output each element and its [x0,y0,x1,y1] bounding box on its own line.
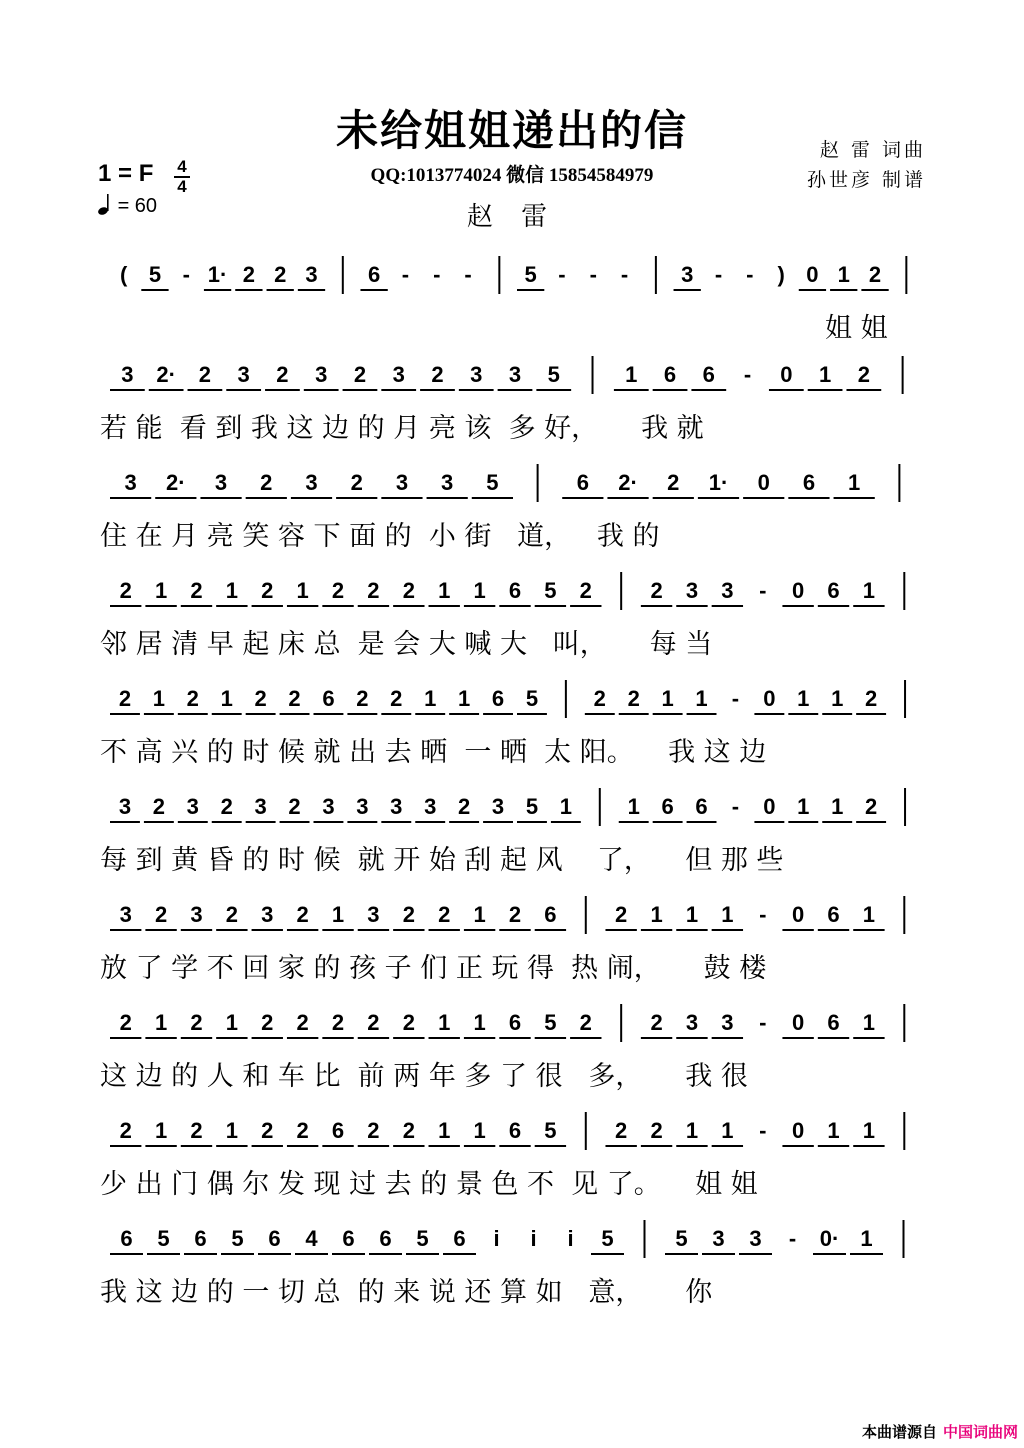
note: 2 [402,902,415,927]
score-line [100,1214,930,1324]
note: 2 [331,578,345,603]
note: 1 [831,686,844,711]
note: 2 [353,362,367,387]
note: 1 [331,902,345,927]
score-line [100,350,930,460]
note: 2 [190,578,203,603]
note: 1 [559,794,572,819]
score-line [100,1106,930,1216]
note: 5 [416,1226,429,1251]
note: 6 [695,794,708,819]
lyrics-line: 若 能 看 到 我 这 边 的 月 亮 该 多 好， 我 就 [100,413,704,444]
note: 2 [367,1010,380,1035]
note: 2 [402,1010,415,1035]
note: 2 [857,362,870,387]
note: 5 [544,1010,557,1035]
note: 2 [350,470,363,495]
note: 6 [453,1226,466,1251]
note: 1 [154,1118,168,1143]
note: 6 [120,1226,133,1251]
note: 5 [524,262,537,287]
note: 3 [392,362,405,387]
note: 0 [792,578,805,603]
footer [862,1421,1018,1442]
note: 6 [827,578,840,603]
note: - [558,262,566,287]
note: 2 [119,578,132,603]
notation-staff [100,998,930,1058]
note: 3 [721,1010,734,1035]
note: 5 [231,1226,244,1251]
note: 2 [458,794,471,819]
note: 3 [121,362,134,387]
note: 3 [119,902,132,927]
note: 1 [154,578,168,603]
note: 1 [695,686,708,711]
lyrics-line: 不 高 兴 的 时 候 就 出 去 晒 一 晒 太 阳。 我 这 边 [100,737,767,768]
note: 2 [402,578,415,603]
note: 2· [156,362,176,387]
note: 3 [186,794,199,819]
note: 3 [685,1010,699,1035]
note: - [759,578,767,603]
notation-staff [100,566,930,626]
note: 2 [579,1010,592,1035]
note: 1 [424,686,437,711]
note: 3 [470,362,483,387]
note: 3 [124,470,137,495]
note: 6 [508,1118,522,1143]
note: 1 [473,1118,486,1143]
note: 1· [207,262,228,287]
note: 1 [797,686,810,711]
note: 2 [260,470,273,495]
note: 0 [792,1118,805,1143]
note: 2 [296,1118,309,1143]
lyrics-line: 放 了 学 不 回 家 的 孩 子 们 正 玩 得 热 闹， 鼓 楼 [100,953,767,984]
score-line [100,998,930,1108]
score-line [100,250,930,360]
note: 1 [862,1010,876,1035]
score-line [100,782,930,892]
note: 1 [438,578,451,603]
note: 2 [331,1010,345,1035]
note: 0 [757,470,770,495]
note: 2 [254,686,267,711]
time-signature-bottom: 4 [177,177,187,196]
note: - [731,686,740,711]
note: 1 [797,794,810,819]
note: - [620,262,629,287]
note: 1 [152,686,165,711]
note: 1· [708,470,729,495]
note: 5 [525,686,539,711]
notation-staff [100,250,930,310]
note: 4 [305,1226,318,1251]
note: 2 [667,470,680,495]
note: 2· [166,470,186,495]
note: 2 [274,262,287,287]
notation-staff [100,1106,930,1166]
note: 2 [367,578,380,603]
composer-credit: 赵 雷 词曲 [819,139,926,161]
note: 2 [296,1010,309,1035]
lyrics-line: 住 在 月 亮 笑 容 下 面 的 小 街 道， 我 的 [100,521,660,552]
note: 0 [792,1010,805,1035]
note: 6 [661,794,674,819]
time-signature-top: 4 [177,157,187,176]
note: - [746,262,754,287]
note: 2 [152,794,165,819]
note: 1 [862,902,876,927]
note: 3 [305,262,318,287]
note: 2 [242,262,256,287]
note: 1 [473,1010,486,1035]
note: 1 [818,362,832,387]
note: 1 [225,578,238,603]
note: 2 [119,1118,132,1143]
note: 2· [618,470,638,495]
note: 6 [331,1118,345,1143]
note: 3 [508,362,522,387]
note: 1 [827,1118,840,1143]
note: 1 [438,1118,451,1143]
note: - [731,794,740,819]
note: 2 [296,902,309,927]
tempo-marking [98,193,157,218]
note: 5 [601,1226,614,1251]
lyrics-line: 我 这 边 的 一 切 总 的 来 说 还 算 如 意， 你 [100,1277,713,1308]
note: 6 [827,902,840,927]
notation-staff [100,1214,930,1274]
note: 1 [296,578,309,603]
notation-staff [100,890,930,950]
score-line [100,890,930,1000]
quarter-note-icon [98,193,112,215]
note: 2 [865,794,878,819]
note: 3 [681,262,694,287]
note: 6 [802,470,816,495]
note: 1 [661,686,674,711]
note: 0 [780,362,793,387]
note: 3 [395,470,409,495]
singer-name: 赵 雷 [466,202,558,232]
score-line [100,458,930,568]
note: - [759,902,767,927]
note: 0 [792,902,805,927]
note: 6 [663,362,677,387]
note: 2 [508,902,522,927]
note: 3 [749,1226,762,1251]
note: 5 [544,1118,557,1143]
note: 2 [261,578,274,603]
note: 3 [424,794,437,819]
note: - [464,262,472,287]
note: 2 [154,902,168,927]
note: 2 [190,1010,203,1035]
note: 5 [544,578,557,603]
note: 3 [190,902,203,927]
note: 2 [186,686,199,711]
lyrics-line: 姐 姐 [825,313,888,344]
lyrics-line: 少 出 门 偶 尔 发 现 过 去 的 景 色 不 见 了。 姐 姐 [100,1169,758,1200]
note: 1 [721,1118,734,1143]
note: 3 [685,578,699,603]
note: 2 [367,1118,380,1143]
note: 2 [276,362,289,387]
note: 2 [438,902,451,927]
note: 3 [261,902,274,927]
note: 3 [356,794,369,819]
note: 2 [118,686,132,711]
notation-staff [100,782,930,842]
note: 3 [254,794,267,819]
note: 6 [491,686,505,711]
note: 6 [367,262,381,287]
note: i [493,1226,500,1251]
note: 2 [431,362,444,387]
note: 3 [237,362,250,387]
note: 3 [118,794,132,819]
note: 2 [650,578,663,603]
contact-info: QQ:1013774024 微信 15854584979 [370,165,654,186]
note: 3 [491,794,505,819]
note: 1 [473,578,486,603]
notation-staff [100,350,930,410]
note: - [759,1010,767,1035]
note: 2 [868,262,882,287]
note: 2 [261,1118,274,1143]
note: 1 [627,794,640,819]
note: 5 [547,362,560,387]
note: 3 [367,902,380,927]
note: 2 [198,362,212,387]
note: 0 [763,686,776,711]
note: 2 [615,902,628,927]
note: 2 [225,902,238,927]
note: ( [119,262,128,287]
note: 3 [322,794,335,819]
note: 1 [625,362,638,387]
note: 1 [848,470,861,495]
note: 2 [650,1118,663,1143]
note: 1 [438,1010,451,1035]
note: 5 [675,1226,688,1251]
note: i [567,1226,574,1251]
note: 1 [225,1118,238,1143]
note: 6 [379,1226,392,1251]
note: 2 [402,1118,415,1143]
note: 1 [831,794,844,819]
note: 5 [148,262,162,287]
note: - [743,362,752,387]
tempo-value: = 60 [117,195,158,217]
note: - [714,262,723,287]
note: 6 [544,902,557,927]
note: 1 [220,686,233,711]
note: - [401,262,410,287]
note: 0· [819,1226,840,1251]
note: 1 [721,902,734,927]
note: 5 [157,1226,170,1251]
note: 2 [579,578,592,603]
note: 6 [508,1010,522,1035]
song-title: 未给姐姐递出的信 [335,106,688,155]
lyrics-line: 每 到 黄 昏 的 时 候 就 开 始 刮 起 风 了， 但 那 些 [100,845,784,876]
score-line [100,674,930,784]
footer-source: 本曲谱源自 [861,1423,937,1441]
note: 1 [685,1118,699,1143]
arranger-credit: 孙世彦 制谱 [806,169,926,191]
note: 3 [441,470,454,495]
note: 0 [763,794,776,819]
note: - [182,262,190,287]
note: - [759,1118,767,1143]
lyrics-line: 邻 居 清 早 起 床 总 是 会 大 喊 大 叫， 每 当 [100,629,713,660]
time-signature [172,158,192,196]
note: - [433,262,441,287]
note: 3 [721,578,734,603]
note: 6 [342,1226,355,1251]
note: 2 [627,686,640,711]
note: 2 [119,1010,132,1035]
note: 2 [615,1118,628,1143]
notation-staff [100,674,930,734]
note: 1 [225,1010,238,1035]
note: 1 [862,578,876,603]
note: - [589,262,597,287]
note: 1 [473,902,486,927]
note: 2 [356,686,369,711]
note: 6 [576,470,589,495]
note: 1 [837,262,850,287]
note: 2 [288,686,301,711]
note: 6 [508,578,522,603]
note: 2 [390,686,403,711]
note: 2 [288,794,301,819]
note: 6 [702,362,715,387]
note: 6 [827,1010,840,1035]
note: 3 [712,1226,725,1251]
note: 2 [593,686,606,711]
note: 3 [315,362,328,387]
note: 1 [154,1010,168,1035]
note: 5 [525,794,539,819]
note: 1 [685,902,699,927]
note: 2 [261,1010,274,1035]
note: 0 [806,262,819,287]
note: 3 [390,794,403,819]
note: 6 [322,686,335,711]
note: 5 [486,470,499,495]
key-signature: 1 = F [98,160,154,187]
note: i [530,1226,537,1251]
notation-staff [100,458,930,518]
note: 3 [305,470,318,495]
note: 1 [860,1226,873,1251]
note: 2 [865,686,878,711]
note: 6 [194,1226,207,1251]
lyrics-line: 这 边 的 人 和 车 比 前 两 年 多 了 很 多， 我 很 [100,1061,748,1092]
note: ) [777,262,785,287]
note: 3 [214,470,228,495]
footer-brand: 中国词曲网 [942,1423,1018,1441]
note: 6 [268,1226,281,1251]
score-line [100,566,930,676]
note: 1 [650,902,663,927]
note: 1 [458,686,471,711]
note: 2 [190,1118,203,1143]
note: 2 [220,794,233,819]
note: 1 [862,1118,876,1143]
note: 2 [650,1010,663,1035]
note: - [788,1226,797,1251]
